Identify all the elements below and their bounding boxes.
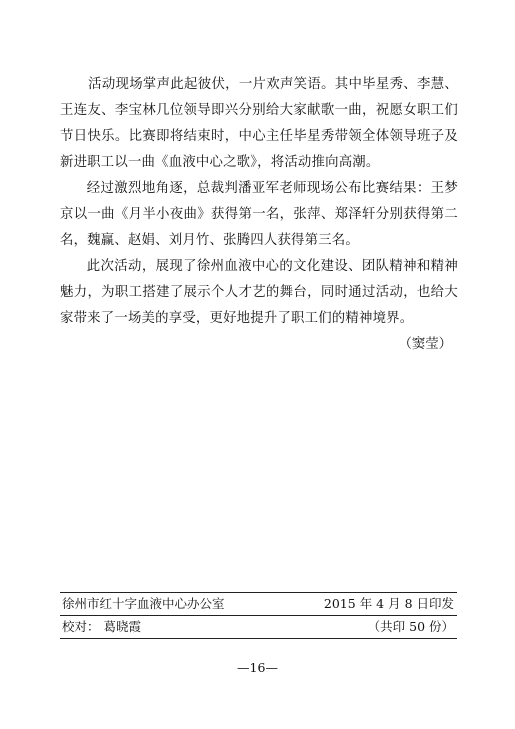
issuer-name: 徐州市红十字血液中心办公室 [62, 596, 225, 611]
footer-rule-top [60, 592, 457, 593]
print-date: 2015 年 4 月 8 日印发 [323, 596, 454, 611]
paragraph-1: 活动现场掌声此起彼伏，一片欢声笑语。其中毕星秀、李慧、王连友、李宝林几位领导即兴分别给大家献歌一曲，祝愿女职工们节日快乐。比赛即将结束时，中心主任毕星秀带领全体领导班子及新进职工以一曲《血液中心之歌》，将活动推向高潮。 [60, 77, 458, 170]
footer-rule-bottom [60, 638, 457, 639]
print-copies: （共印 50 份） [367, 619, 454, 634]
paragraph-2: 经过激烈地角逐，总裁判潘亚军老师现场公布比赛结果：王梦京以一曲《月半小夜曲》获得第一名，张萍、郑泽轩分别获得第二名，魏赢、赵娟、刘月竹、张腾四人获得第三名。 [60, 181, 458, 248]
article-body [60, 72, 458, 358]
proofreader: 校对： 葛晓霞 [62, 619, 141, 634]
proofreader-row [62, 617, 454, 637]
author-signature: （窦莹） [398, 337, 452, 352]
footer-rule-middle [60, 615, 457, 616]
paragraph-3: 此次活动，展现了徐州血液中心的文化建设、团队精神和精神魅力，为职工搭建了展示个人才艺的舞台，同时通过活动，也给大家带来了一场美的享受，更好地提升了职工们的精神境界。 [60, 259, 458, 326]
page-number: —16— [237, 660, 278, 675]
issuer-row [62, 594, 454, 614]
